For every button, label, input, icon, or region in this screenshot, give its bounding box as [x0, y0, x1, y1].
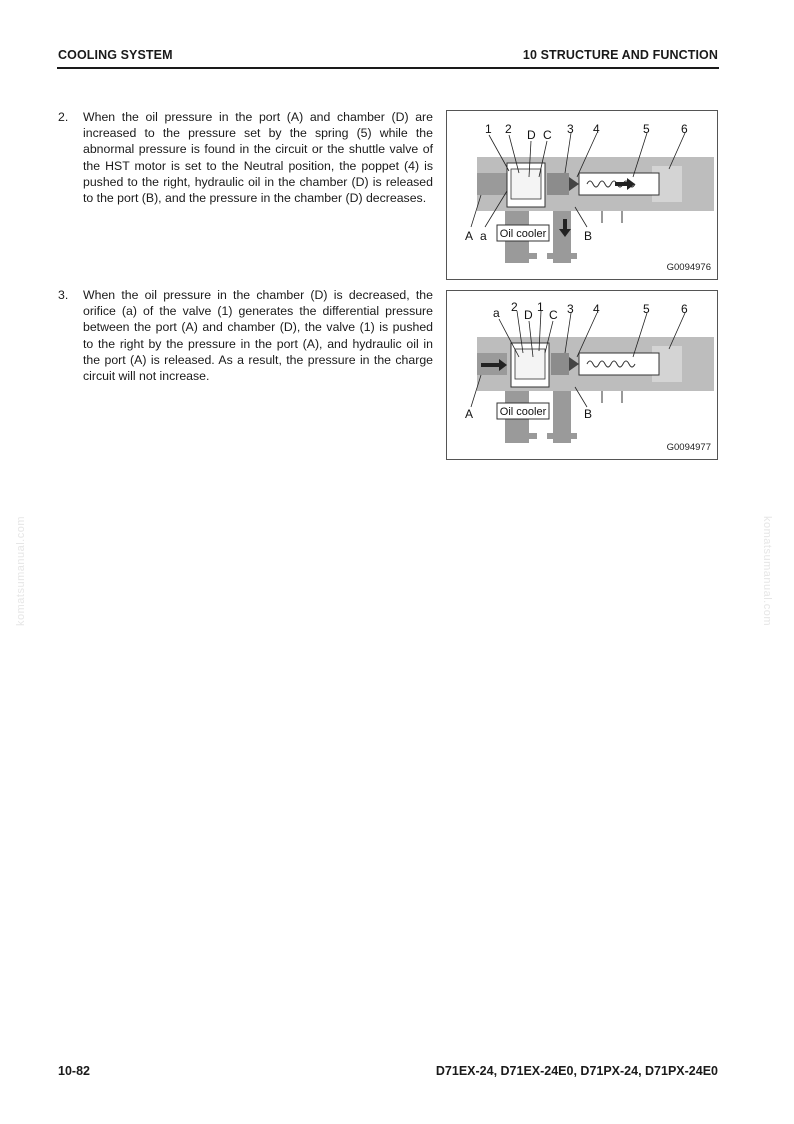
- callout-c: C: [549, 308, 558, 322]
- callout-5: 5: [643, 122, 650, 136]
- callout-3: 3: [567, 302, 574, 316]
- relief-valve-figure-2: [446, 290, 718, 460]
- callout-6: 6: [681, 122, 688, 136]
- chamber-d: [511, 169, 541, 199]
- callout-b: B: [584, 407, 593, 421]
- oil-cooler-label: Oil cooler: [499, 406, 547, 418]
- drain-line-foot: [547, 433, 577, 439]
- callout-5: 5: [643, 302, 650, 316]
- header-rule: [57, 67, 719, 69]
- step-number: 2.: [58, 110, 69, 124]
- chamber-d: [515, 349, 545, 379]
- watermark-right: komatsumanual.com: [761, 516, 773, 626]
- callout-2: 2: [505, 122, 512, 136]
- callout-6: 6: [681, 302, 688, 316]
- chapter-title: 10 STRUCTURE AND FUNCTION: [522, 48, 718, 62]
- callout-d: D: [524, 308, 533, 322]
- figure-code: G0094977: [666, 442, 711, 453]
- model-list: D71EX-24, D71EX-24E0, D71PX-24, D71PX-24E0: [435, 1064, 718, 1078]
- cooler-line-foot: [507, 433, 537, 439]
- poppet-seat: [551, 353, 569, 375]
- poppet-seat: [547, 173, 569, 195]
- callout-c: C: [543, 128, 552, 142]
- callout-a-port: A: [465, 229, 474, 243]
- spring-housing: [579, 353, 659, 375]
- callout-2: 2: [511, 300, 518, 314]
- valve-diagram: [447, 291, 719, 461]
- callout-4: 4: [593, 122, 600, 136]
- callout-a-port: A: [465, 407, 474, 421]
- figure-code: G0094976: [666, 262, 711, 273]
- valve-diagram: [447, 111, 719, 281]
- port-a-passage: [477, 173, 507, 195]
- step-text: When the oil pressure in the port (A) and chamber (D) are increased to the pressure set by the spring (5) while the abnormal pressure is found in the circuit or the shuttle valve of the HST motor is set to the Neutral position, the poppet (4) is pushed to the right, hydraulic oil in the chamber (D) is released to the port (B), and the pressure in the chamber (D) decreases.: [83, 110, 433, 206]
- cooler-line-foot: [507, 253, 537, 259]
- oil-cooler-label: Oil cooler: [499, 228, 547, 240]
- page-number: 10-82: [58, 1064, 90, 1078]
- callout-d: D: [527, 128, 536, 142]
- callout-a-orifice: a: [480, 229, 487, 243]
- callout-1: 1: [485, 122, 492, 136]
- step-text: When the oil pressure in the chamber (D) is decreased, the orifice (a) of the valve (1) generates the differential pressure between the port (A) and chamber (D), the valve (1) is pushed to the right by the pressure in the port (A), and hydraulic oil in the port (A) is released. As a result, the pressure in the charge circuit will not increase.: [83, 288, 433, 384]
- callout-4: 4: [593, 302, 600, 316]
- callout-3: 3: [567, 122, 574, 136]
- step-number: 3.: [58, 288, 69, 302]
- step-3: [58, 287, 433, 384]
- relief-valve-figure-1: [446, 110, 718, 280]
- callout-b: B: [584, 229, 593, 243]
- callout-1: 1: [537, 300, 544, 314]
- watermark-left: komatsumanual.com: [15, 516, 27, 626]
- section-title: COOLING SYSTEM: [58, 48, 173, 62]
- callout-a-orifice: a: [493, 306, 500, 320]
- drain-line-foot: [547, 253, 577, 259]
- step-2: [58, 109, 433, 206]
